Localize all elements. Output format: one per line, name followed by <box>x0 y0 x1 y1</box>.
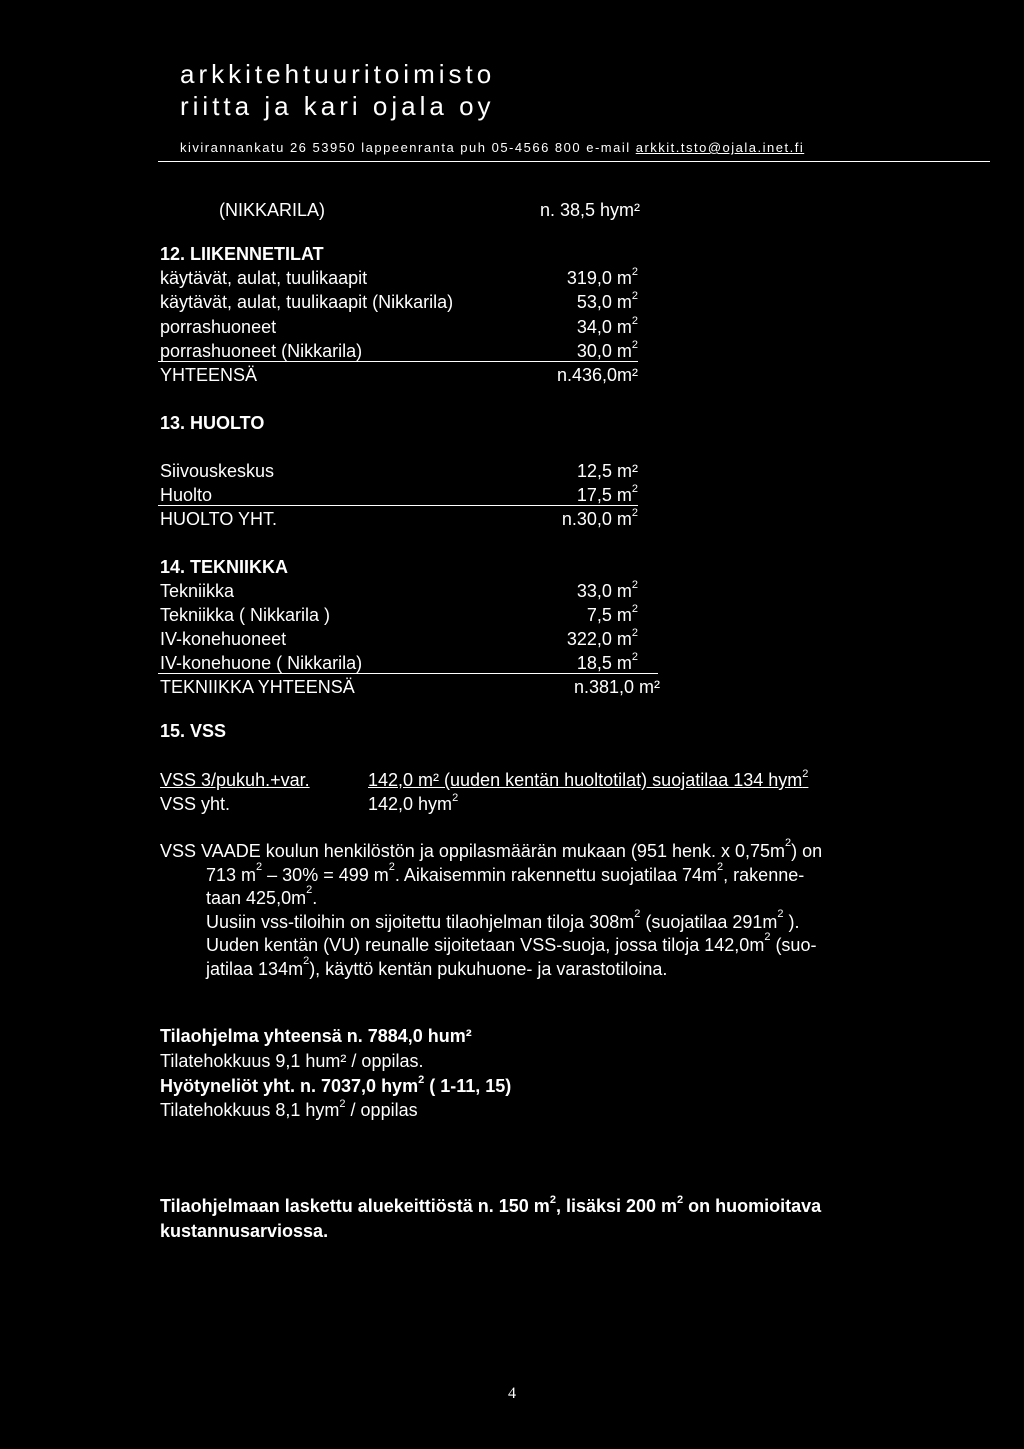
s13-total-label: HUOLTO YHT. <box>160 509 278 529</box>
summary-total: Tilaohjelma yhteensä n. 7884,0 hum² <box>160 1026 472 1046</box>
s15-total-label: VSS yht. <box>160 794 231 814</box>
s12-row-label: käytävät, aulat, tuulikaapit (Nikkarila) <box>160 292 454 312</box>
s13-rule <box>158 505 638 506</box>
section-13-title: 13. HUOLTO <box>160 413 265 433</box>
address-text: kivirannankatu 26 53950 lappeenranta puh 05-4566 800 e-mail <box>180 140 631 155</box>
s12-row-label: porrashuoneet <box>160 317 277 337</box>
s14-row-label: Tekniikka <box>160 581 235 601</box>
s14-row-label: IV-konehuone ( Nikkarila) <box>160 653 363 673</box>
paragraph-line: Uuden kentän (VU) reunalle sijoitetaan VSS-suoja, jossa tiloja $142,0m^2$ (suo- <box>206 931 817 955</box>
summary-usable-area: Hyötyneliöt yht. n. 7037,0 hym$^2$ ( 1-11, 15) <box>160 1074 512 1096</box>
s14-row-label: Tekniikka ( Nikkarila ) <box>160 605 331 625</box>
s12-row-label: porrashuoneet (Nikkarila) <box>160 341 363 361</box>
s12-row-value: 30,0 $m^2$ <box>576 339 638 361</box>
s15-row-label: VSS 3/pukuh.+var. <box>160 770 310 790</box>
section-15-title: 15. VSS <box>160 721 227 741</box>
s12-rule <box>158 361 638 362</box>
firm-name-line1: arkkitehtuuritoimisto <box>180 59 496 89</box>
section-12-title: 12. LIIKENNETILAT <box>160 244 324 264</box>
s13-total-value: n.30,0 $m^2$ <box>561 507 638 529</box>
s12-row-value: 34,0 $m^2$ <box>576 315 638 337</box>
kitchen-note-line2: kustannusarviossa. <box>160 1221 329 1241</box>
s14-row-value: 7,5 $m^2$ <box>586 603 638 625</box>
s12-row-value: 319,0 $m^2$ <box>566 266 638 288</box>
header-rule <box>158 161 990 162</box>
s13-row-value: 12,5 m² <box>576 461 638 481</box>
s14-row-value: 18,5 $m^2$ <box>576 651 638 673</box>
vss-requirement-paragraph <box>160 837 940 981</box>
nikkarila-value: n. 38,5 hym² <box>540 200 641 220</box>
firm-name-line2: riitta ja kari ojala oy <box>180 91 495 121</box>
section-14-title: 14. TEKNIIKKA <box>160 557 289 577</box>
s14-row-label: IV-konehuoneet <box>160 629 287 649</box>
s13-row-label: Huolto <box>160 485 213 505</box>
s14-row-value: 322,0 $m^2$ <box>566 627 638 649</box>
paragraph-line: jatilaa $134m^2$), käyttö kentän pukuhuone- ja varastotiloina. <box>206 954 668 979</box>
s14-total-value: n.381,0 m² <box>573 677 660 697</box>
s12-total-label: YHTEENSÄ <box>160 365 258 385</box>
nikkarila-label: (NIKKARILA) <box>219 200 326 220</box>
s12-total-value: n.436,0m² <box>556 365 638 385</box>
s15-total-value: 142,0 hym$^2$ <box>368 792 459 814</box>
email-link[interactable]: arkkit.tsto@ojala.inet.fi <box>635 140 805 155</box>
paragraph-line: Uusiin vss-tiloihin on sijoitettu tilaohjelman tiloja $308m^2$ (suojatilaa $291m^2$ ). <box>206 907 800 932</box>
firm-address <box>180 141 804 154</box>
summary-efficiency: Tilatehokkuus 9,1 hum² / oppilas. <box>160 1051 424 1071</box>
s15-row-value: 142,0 m² (uuden kentän huoltotilat) suojatilaa 134 hym$^2$ <box>368 768 809 790</box>
s14-rule <box>158 673 658 674</box>
s14-total-label: TEKNIIKKA YHTEENSÄ <box>160 677 355 697</box>
kitchen-note: Tilaohjelmaan laskettu aluekeittiöstä n. 150 $m^2$, lisäksi 200 $m^2$ on huomioitava <box>160 1194 822 1216</box>
paragraph-line: taan $425,0m^2$. <box>206 884 318 908</box>
s12-row-value: 53,0 $m^2$ <box>576 290 638 312</box>
s14-row-value: 33,0 $m^2$ <box>576 579 638 601</box>
s12-row-label: käytävät, aulat, tuulikaapit <box>160 268 368 288</box>
paragraph-line: 713 $m^2 - 30\% = 499$ $m^2$. Aikaisemmin rakennettu suojatilaa $74m^2$, rakenne- <box>206 860 805 885</box>
s13-row-value: 17,5 $m^2$ <box>576 483 638 505</box>
s13-row-label: Siivouskeskus <box>160 461 275 481</box>
summary-efficiency-usable: Tilatehokkuus 8,1 hym$^2$ / oppilas <box>160 1098 418 1120</box>
paragraph-line: VSS VAADE koulun henkilöstön ja oppilasmäärän mukaan (951 henk. x $0,75m^2$) on <box>160 837 823 861</box>
page-number: 4 <box>508 1385 516 1402</box>
